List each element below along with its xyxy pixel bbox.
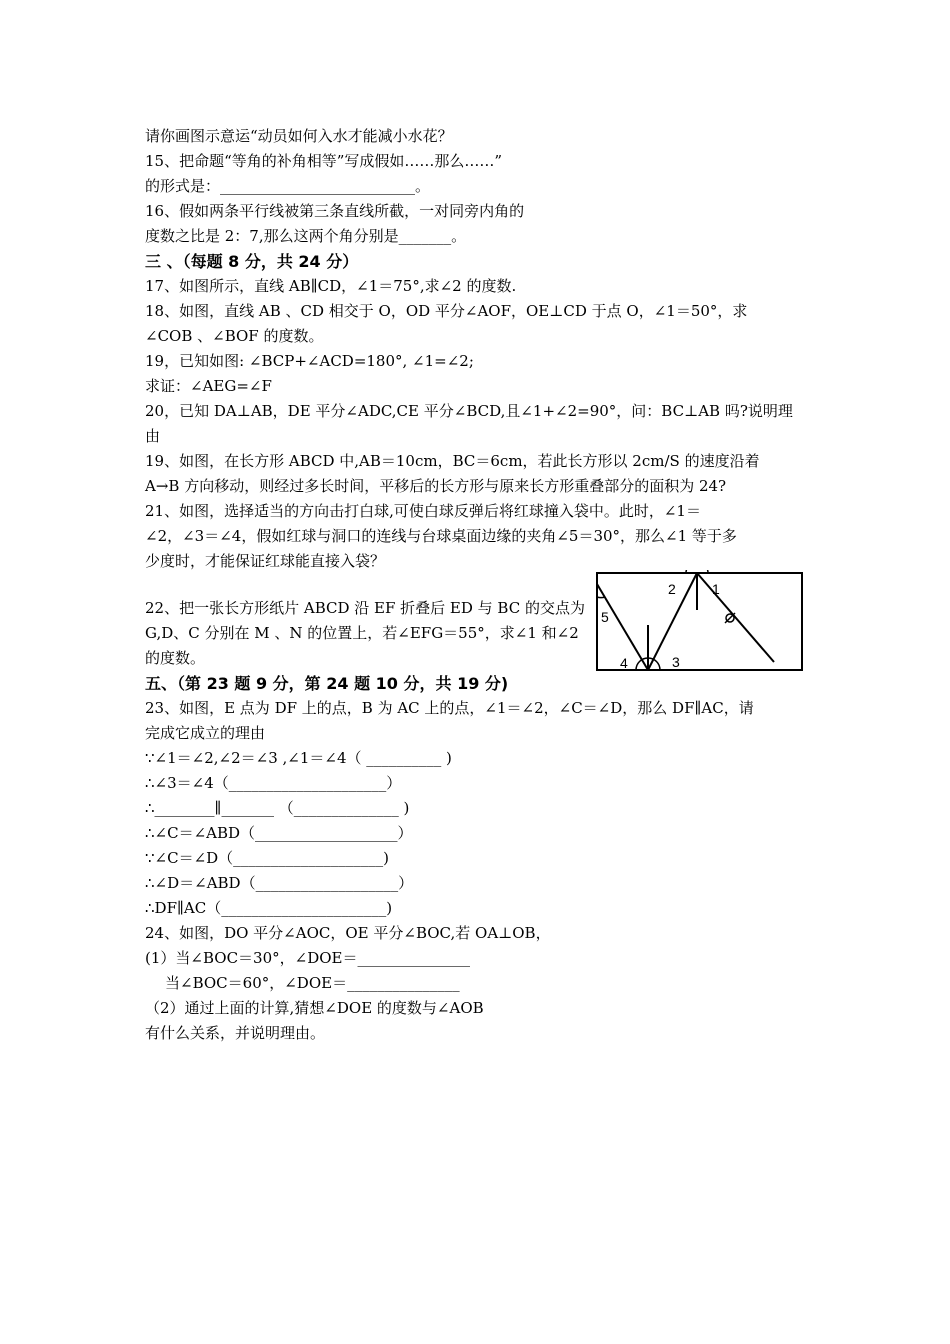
- question-19b: 19、如图，在长方形 ABCD 中,AB＝10cm，BC＝6cm，若此长方形以 2cm/S 的速度沿着: [145, 452, 760, 470]
- billiard-table-figure: [592, 570, 806, 674]
- text-line: A→B 方向移动，则经过多长时间，平移后的长方形与原来长方形重叠部分的面积为 24?: [145, 477, 727, 495]
- angle-label-3: 3: [672, 654, 680, 670]
- text-line: 求证：∠AEG=∠F: [145, 377, 272, 395]
- text-line: 当∠BOC＝60°，∠DOE＝_______________: [165, 974, 460, 992]
- proof-step: ∴________∥_______ （______________ ): [145, 799, 410, 817]
- text-line: 完成它成立的理由: [145, 724, 266, 742]
- proof-step: ∴DF∥AC（______________________): [145, 899, 393, 917]
- angle-label-5: 5: [601, 609, 609, 625]
- section-heading-5: 五、（第 23 题 9 分，第 24 题 10 分，共 19 分): [145, 674, 509, 693]
- angle-arc: [597, 597, 605, 598]
- angle-label-2: 2: [668, 581, 676, 597]
- proof-step: ∵∠1＝∠2,∠2＝∠3 ,∠1＝∠4（ __________ ): [145, 749, 452, 767]
- text-line: 由: [145, 427, 161, 445]
- text-line: ∠COB 、∠BOF 的度数。: [145, 327, 324, 345]
- question-18: 18、如图，直线 AB 、CD 相交于 O，OD 平分∠AOF，OE⊥CD 于点 O，∠1＝50°，求: [145, 302, 748, 320]
- path-line: [697, 573, 774, 662]
- section-heading-3: 三 、（每题 8 分，共 24 分）: [145, 252, 359, 271]
- text-line: 少度时，才能保证红球能直接入袋？: [145, 552, 386, 570]
- question-15: 15、把命题“等角的补角相等”写成假如……那么……”: [145, 152, 503, 170]
- text-line: 有什么关系，并说明理由。: [145, 1024, 326, 1042]
- text-line: (1）当∠BOC＝30°，∠DOE＝_______________: [145, 949, 470, 967]
- question-16: 16、假如两条平行线被第三条直线所截，一对同旁内角的: [145, 202, 525, 220]
- question-20: 20，已知 DA⊥AB，DE 平分∠ADC,CE 平分∠BCD,且∠1+∠2=90°，问：BC⊥AB 吗?说明理: [145, 402, 793, 420]
- text-line: ∠2，∠3＝∠4，假如红球与洞口的连线与台球桌面边缘的夹角∠5＝30°，那么∠1 等于多: [145, 527, 737, 545]
- text-line: 度数之比是 2：7,那么这两个角分别是_______。: [145, 227, 467, 245]
- question-21: 21、如图，选择适当的方向击打白球,可使白球反弹后将红球撞入袋中。此时，∠1＝: [145, 502, 701, 520]
- proof-step: ∴∠D＝∠ABD（___________________）: [145, 874, 414, 892]
- proof-step: ∵∠C＝∠D（____________________): [145, 849, 390, 867]
- question-22: 22、把一张长方形纸片 ABCD 沿 EF 折叠后 ED 与 BC 的交点为 G,D、C 分别在 M 、N 的位置上，若∠EFG＝55°，求∠1 和∠2 的度数。: [145, 599, 585, 667]
- text-line: （2）通过上面的计算,猜想∠DOE 的度数与∠AOB: [145, 999, 484, 1017]
- proof-step: ∴∠C＝∠ABD（___________________）: [145, 824, 413, 842]
- proof-step: ∴∠3＝∠4（_____________________）: [145, 774, 402, 792]
- angle-label-4: 4: [620, 655, 628, 671]
- question-19: 19，已知如图: ∠BCP+∠ACD=180°, ∠1=∠2;: [145, 352, 474, 370]
- angle-label-1: 1: [712, 581, 720, 597]
- question-17: 17、如图所示，直线 AB∥CD，∠1＝75°,求∠2 的度数.: [145, 277, 517, 295]
- question-24: 24、如图，DO 平分∠AOC，OE 平分∠BOC,若 OA⊥OB，: [145, 924, 551, 942]
- text-line: 请你画图示意运“动员如何入水才能减小水花？: [145, 127, 453, 145]
- text-line: 的形式是：__________________________。: [145, 177, 431, 195]
- question-23: 23、如图，E 点为 DF 上的点，B 为 AC 上的点，∠1＝∠2，∠C＝∠D，那么 DF∥AC，请: [145, 699, 754, 717]
